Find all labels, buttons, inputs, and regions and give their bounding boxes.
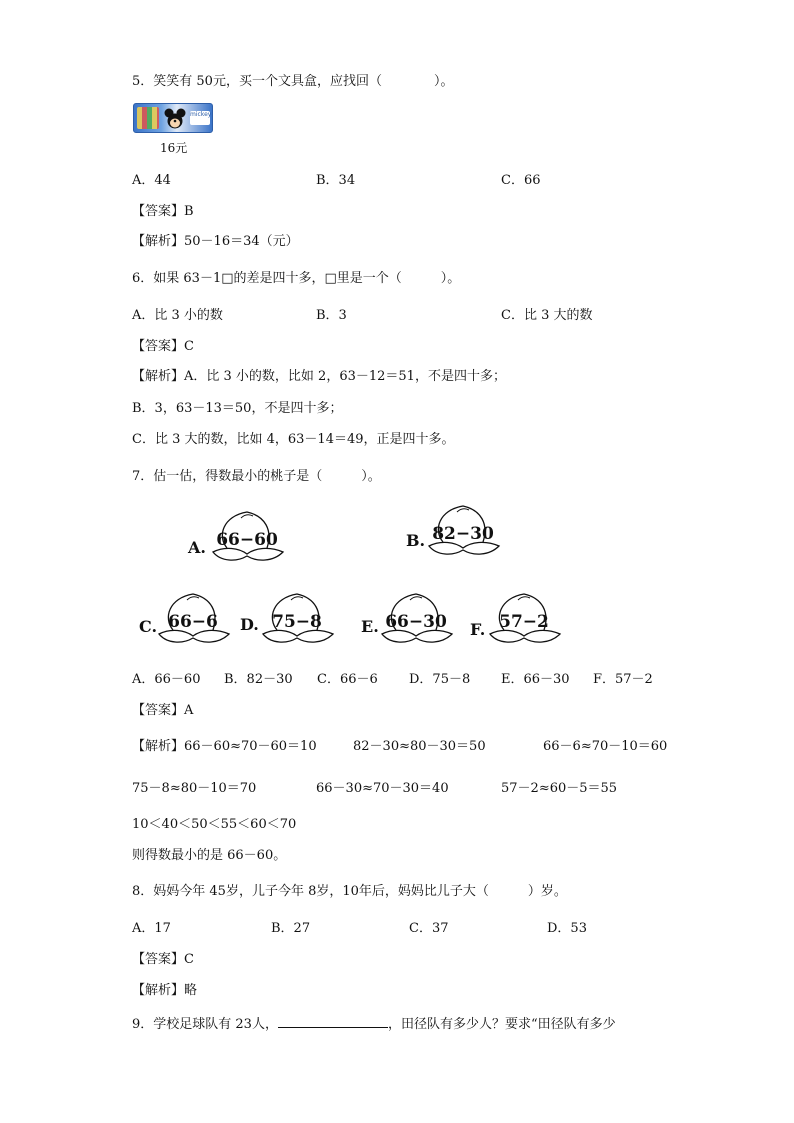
q6-analysis-line: B．3，63－13＝50，不是四十多； bbox=[132, 401, 343, 416]
q7-question: 7．估一估，得数最小的桃子是（ ）。 bbox=[132, 469, 381, 484]
q7-conclusion: 则得数最小的是 66－60。 bbox=[132, 848, 287, 863]
q5-option-c[interactable]: C．66 bbox=[501, 173, 541, 188]
q5-question: 5．笑笑有 50元，买一个文具盒，应找回（ ）。 bbox=[132, 74, 454, 89]
price-label: 16元 bbox=[160, 141, 188, 155]
q8-option-c[interactable]: C．37 bbox=[409, 921, 449, 936]
q9-question bbox=[132, 1015, 616, 1033]
peach-letter: F. bbox=[470, 620, 486, 639]
q8-option-d[interactable]: D．53 bbox=[547, 921, 587, 936]
peach-expression: 66−6 bbox=[168, 612, 218, 632]
q6-analysis-line: C．比 3 大的数，比如 4，63－14＝49，正是四十多。 bbox=[132, 432, 455, 447]
peach-letter: A. bbox=[188, 538, 206, 557]
q7-analysis-item: 75－8≈80－10＝70 bbox=[132, 781, 257, 796]
peach-expression: 66−30 bbox=[385, 612, 447, 632]
peach-expression: 82−30 bbox=[432, 524, 494, 544]
peach-b[interactable] bbox=[423, 502, 503, 564]
peach-letter: D. bbox=[240, 615, 259, 634]
q7-analysis-item: 66－6≈70－10＝60 bbox=[543, 739, 668, 754]
q7-option-f[interactable]: F．57－2 bbox=[593, 672, 653, 687]
q8-answer: 【答案】C bbox=[132, 952, 194, 967]
peach-expression: 66−60 bbox=[216, 530, 278, 550]
q8-option-b[interactable]: B．27 bbox=[271, 921, 311, 936]
peach-a[interactable] bbox=[207, 508, 287, 570]
q8-question: 8．妈妈今年 45岁，儿子今年 8岁，10年后，妈妈比儿子大（ ）岁。 bbox=[132, 884, 567, 899]
q7-analysis-item: 57－2≈60－5＝55 bbox=[501, 781, 618, 796]
peach-c[interactable] bbox=[153, 590, 233, 652]
q7-analysis-item: 82－30≈80－30＝50 bbox=[353, 739, 486, 754]
mickey-mouse-icon bbox=[164, 108, 186, 130]
peach-letter: B. bbox=[406, 531, 426, 550]
q8-option-a[interactable]: A．17 bbox=[132, 921, 171, 936]
q5-answer: 【答案】B bbox=[132, 204, 194, 219]
q7-option-e[interactable]: E．66－30 bbox=[501, 672, 570, 687]
peach-d[interactable] bbox=[257, 590, 337, 652]
q6-option-a[interactable]: A．比 3 小的数 bbox=[132, 308, 223, 323]
q5-analysis: 【解析】50－16＝34（元） bbox=[132, 234, 299, 249]
q7-option-b[interactable]: B．82－30 bbox=[224, 672, 293, 687]
q7-option-a[interactable]: A．66－60 bbox=[132, 672, 201, 687]
pencil-box-label: mickey bbox=[190, 111, 210, 125]
peach-expression: 57−2 bbox=[499, 612, 549, 632]
pencil-box-image bbox=[133, 103, 213, 133]
q8-analysis: 【解析】略 bbox=[132, 983, 198, 998]
q6-answer: 【答案】C bbox=[132, 339, 194, 354]
q5-option-b[interactable]: B．34 bbox=[316, 173, 356, 188]
q9-prefix: 9．学校足球队有 23人， bbox=[132, 1017, 278, 1032]
peach-expression: 75−8 bbox=[272, 612, 322, 632]
peach-e[interactable] bbox=[376, 590, 456, 652]
q9-suffix: ，田径队有多少人？要求“田径队有多少 bbox=[387, 1017, 616, 1032]
q6-option-b[interactable]: B．3 bbox=[316, 308, 347, 323]
q7-compare: 10＜40＜50＜55＜60＜70 bbox=[132, 817, 297, 832]
q6-analysis-line: 【解析】A．比 3 小的数，比如 2，63－12＝51，不是四十多； bbox=[132, 369, 506, 384]
q5-option-a[interactable]: A．44 bbox=[132, 173, 171, 188]
q7-option-c[interactable]: C．66－6 bbox=[317, 672, 378, 687]
pencil-box-pattern bbox=[137, 107, 159, 129]
q6-question: 6．如果 63－1□的差是四十多，□里是一个（ ）。 bbox=[132, 271, 461, 286]
q6-option-c[interactable]: C．比 3 大的数 bbox=[501, 308, 593, 323]
peach-letter: E. bbox=[361, 617, 379, 636]
peach-f[interactable] bbox=[484, 590, 564, 652]
q7-option-d[interactable]: D．75－8 bbox=[409, 672, 471, 687]
q7-analysis-item: 66－30≈70－30＝40 bbox=[316, 781, 449, 796]
peach-letter: C. bbox=[139, 617, 158, 636]
q7-answer: 【答案】A bbox=[132, 703, 194, 718]
q7-analysis-item: 【解析】66－60≈70－60＝10 bbox=[132, 739, 317, 754]
q9-blank[interactable] bbox=[278, 1015, 388, 1028]
